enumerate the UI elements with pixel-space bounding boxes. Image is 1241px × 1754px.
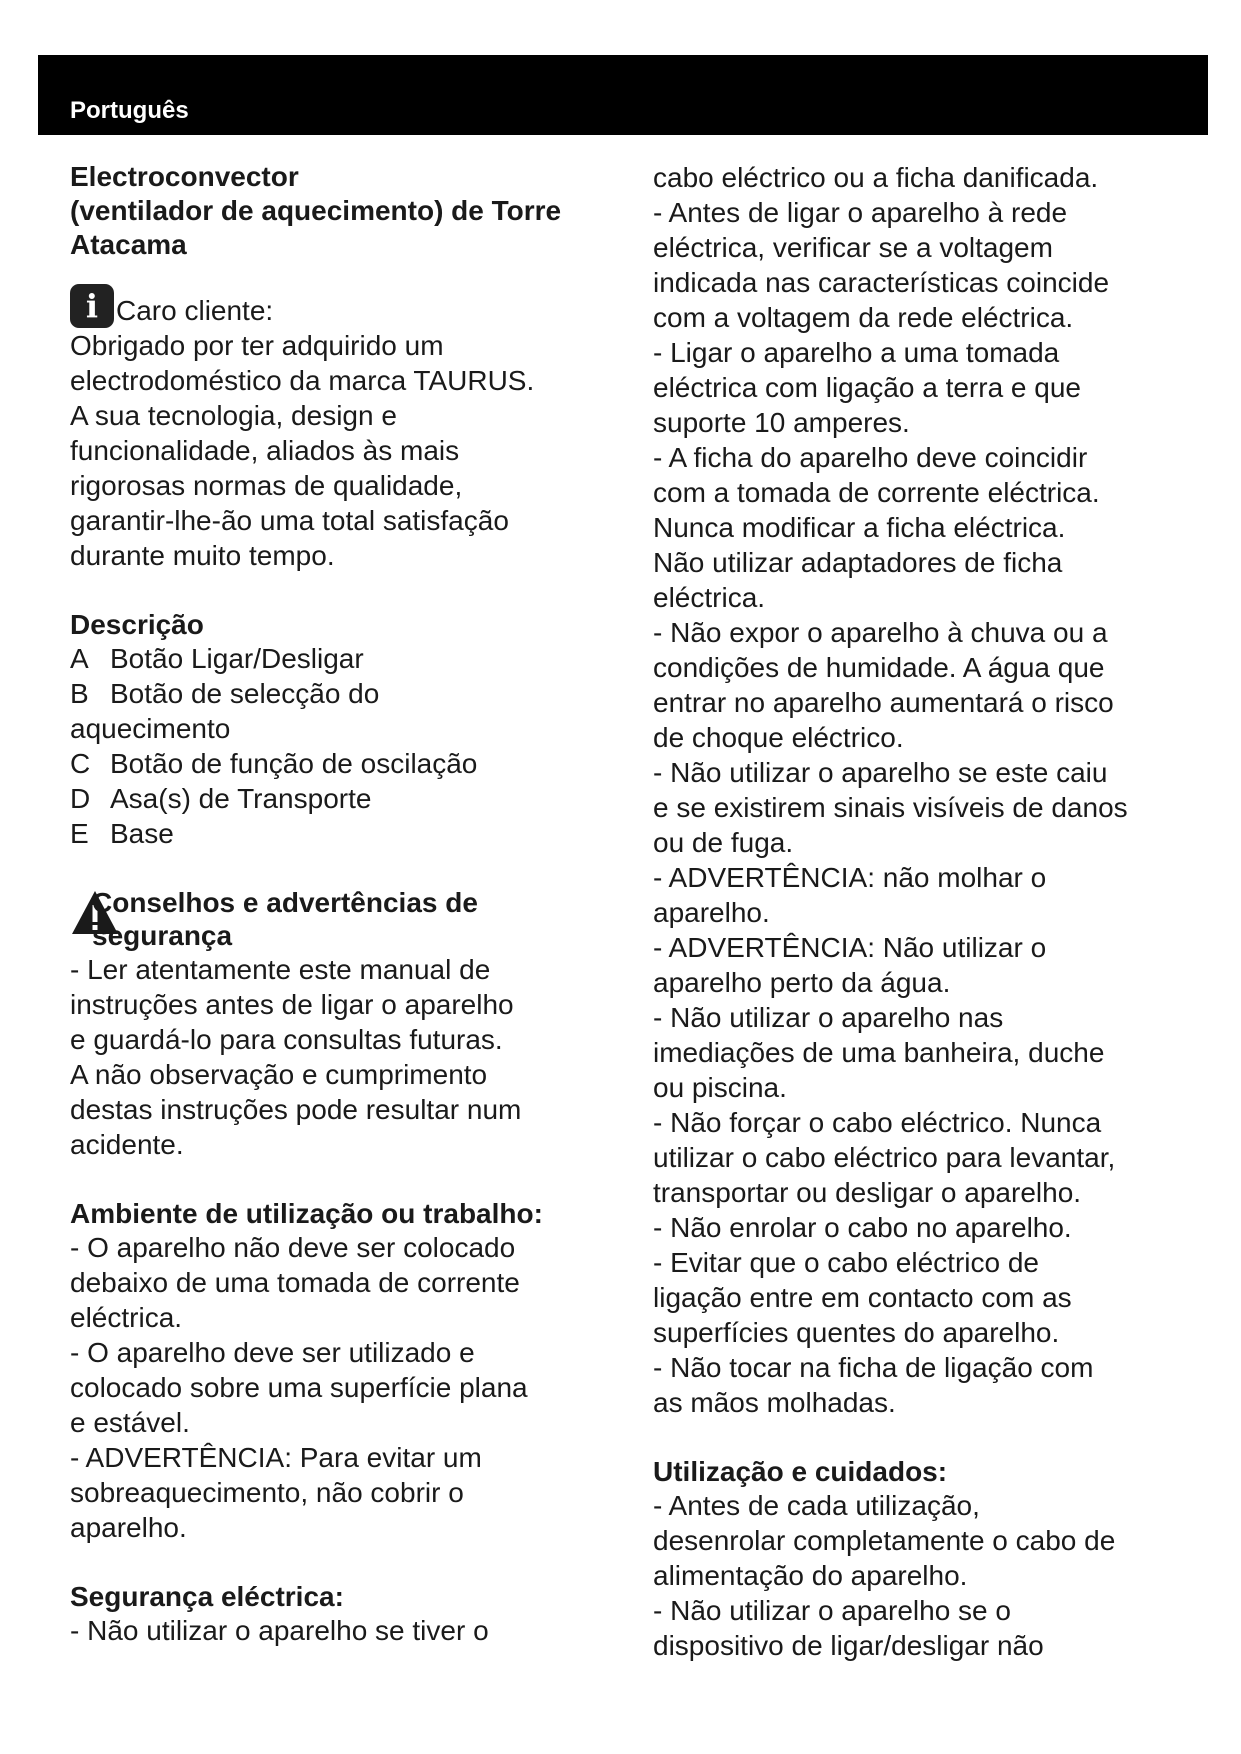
safety-line: - Ler atentamente este manual de	[70, 954, 491, 985]
intro-text	[70, 328, 605, 573]
electrical-heading: Segurança eléctrica:	[70, 1581, 344, 1612]
environment-line: sobreaquecimento, não cobrir o	[70, 1477, 464, 1508]
safety-line: e guardá-lo para consultas futuras.	[70, 1024, 503, 1055]
right-line: utilizar o cabo eléctrico para levantar,	[653, 1142, 1116, 1173]
usage-heading: Utilização e cuidados:	[653, 1456, 948, 1487]
right-line: - Não forçar o cabo eléctrico. Nunca	[653, 1107, 1102, 1138]
right-line: - Ligar o aparelho a uma tomada	[653, 337, 1060, 368]
right-line: superfícies quentes do aparelho.	[653, 1317, 1060, 1348]
description-item	[70, 781, 605, 816]
safety-line: destas instruções pode resultar num	[70, 1094, 522, 1125]
environment-line: debaixo de uma tomada de corrente	[70, 1267, 520, 1298]
right-line: eléctrica.	[653, 582, 766, 613]
safety-line: A não observação e cumprimento	[70, 1059, 488, 1090]
greeting-row	[70, 284, 605, 328]
right-line: - Não enrolar o cabo no aparelho.	[653, 1212, 1072, 1243]
intro-line: electrodoméstico da marca TAURUS.	[70, 365, 535, 396]
environment-line: - O aparelho não deve ser colocado	[70, 1232, 516, 1263]
right-line: aparelho.	[653, 897, 770, 928]
right-line: eléctrica, verificar se a voltagem	[653, 232, 1053, 263]
spacer	[70, 573, 605, 608]
intro-line: durante muito tempo.	[70, 540, 335, 571]
safety-line: instruções antes de ligar o aparelho	[70, 989, 514, 1020]
environment-line: e estável.	[70, 1407, 190, 1438]
right-line: - Não utilizar o aparelho se este caiu	[653, 757, 1108, 788]
safety-heading-line: segurança	[92, 920, 233, 951]
usage-line: - Não utilizar o aparelho se o	[653, 1595, 1011, 1626]
spacer	[70, 1545, 605, 1580]
item-letter: B	[70, 678, 89, 709]
right-line: ou de fuga.	[653, 827, 794, 858]
usage-line: desenrolar completamente o cabo de	[653, 1525, 1116, 1556]
item-letter: E	[70, 818, 89, 849]
right-line: cabo eléctrico ou a ficha danificada.	[653, 162, 1099, 193]
title-line: Electroconvector	[70, 161, 299, 192]
intro-line: garantir-lhe-ão uma total satisfação	[70, 505, 509, 536]
item-text: Base	[110, 818, 174, 849]
right-line: - Antes de ligar o aparelho à rede	[653, 197, 1068, 228]
right-line: Nunca modificar a ficha eléctrica.	[653, 512, 1066, 543]
right-line: - A ficha do aparelho deve coincidir	[653, 442, 1088, 473]
right-line: - Não tocar na ficha de ligação com	[653, 1352, 1094, 1383]
environment-heading: Ambiente de utilização ou trabalho:	[70, 1198, 543, 1229]
right-line: as mãos molhadas.	[653, 1387, 896, 1418]
header-bar	[38, 55, 1208, 135]
safety-heading-line: Conselhos e advertências de	[92, 887, 478, 918]
environment-text	[70, 1230, 605, 1545]
right-line: e se existirem sinais visíveis de danos	[653, 792, 1128, 823]
intro-line: Obrigado por ter adquirido um	[70, 330, 444, 361]
usage-line: alimentação do aparelho.	[653, 1560, 968, 1591]
safety-text	[70, 952, 605, 1162]
safety-heading-block	[70, 886, 605, 952]
environment-line: eléctrica.	[70, 1302, 183, 1333]
item-letter: A	[70, 643, 89, 674]
language-label: Português	[70, 97, 189, 124]
item-text: Botão de selecção do	[110, 678, 380, 709]
environment-line: - O aparelho deve ser utilizado e	[70, 1337, 475, 1368]
spacer	[70, 851, 605, 886]
item-text: Botão Ligar/Desligar	[110, 643, 364, 674]
description-list	[70, 641, 605, 851]
electrical-text-continued	[653, 160, 1198, 1420]
safety-heading	[92, 886, 605, 952]
intro-line: rigorosas normas de qualidade,	[70, 470, 463, 501]
environment-line: - ADVERTÊNCIA: Para evitar um	[70, 1442, 482, 1473]
electrical-line: - Não utilizar o aparelho se tiver o	[70, 1615, 489, 1646]
right-line: com a tomada de corrente eléctrica.	[653, 477, 1100, 508]
title-line: Atacama	[70, 229, 187, 260]
info-icon: i	[70, 284, 114, 328]
safety-line: acidente.	[70, 1129, 184, 1160]
right-line: - Evitar que o cabo eléctrico de	[653, 1247, 1039, 1278]
environment-line: colocado sobre uma superfície plana	[70, 1372, 528, 1403]
usage-line: dispositivo de ligar/desligar não	[653, 1630, 1044, 1661]
description-item	[70, 676, 605, 711]
right-line: - ADVERTÊNCIA: Não utilizar o	[653, 932, 1047, 963]
right-line: - Não utilizar o aparelho nas	[653, 1002, 1004, 1033]
item-text-continued: aquecimento	[70, 713, 231, 744]
spacer	[653, 1420, 1198, 1455]
right-line: ou piscina.	[653, 1072, 787, 1103]
right-line: de choque eléctrico.	[653, 722, 904, 753]
intro-line: A sua tecnologia, design e	[70, 400, 397, 431]
item-letter: C	[70, 748, 91, 779]
title-line: (ventilador de aquecimento) de Torre	[70, 195, 562, 226]
item-letter: D	[70, 783, 91, 814]
left-column	[70, 160, 605, 1648]
right-line: condições de humidade. A água que	[653, 652, 1105, 683]
item-text: Asa(s) de Transporte	[110, 783, 372, 814]
usage-line: - Antes de cada utilização,	[653, 1490, 980, 1521]
right-line: com a voltagem da rede eléctrica.	[653, 302, 1074, 333]
description-heading: Descrição	[70, 609, 204, 640]
spacer	[70, 1162, 605, 1197]
right-line: entrar no aparelho aumentará o risco	[653, 687, 1114, 718]
description-item	[70, 746, 605, 781]
intro-line: funcionalidade, aliados às mais	[70, 435, 460, 466]
right-line: aparelho perto da água.	[653, 967, 951, 998]
right-line: ligação entre em contacto com as	[653, 1282, 1072, 1313]
right-line: - Não expor o aparelho à chuva ou a	[653, 617, 1108, 648]
right-column	[653, 160, 1198, 1663]
description-item	[70, 816, 605, 851]
item-text: Botão de função de oscilação	[110, 748, 478, 779]
product-title	[70, 160, 605, 262]
right-line: Não utilizar adaptadores de ficha	[653, 547, 1063, 578]
usage-text	[653, 1488, 1198, 1663]
right-line: imediações de uma banheira, duche	[653, 1037, 1105, 1068]
electrical-text	[70, 1613, 605, 1648]
environment-line: aparelho.	[70, 1512, 187, 1543]
right-line: eléctrica com ligação a terra e que	[653, 372, 1081, 403]
right-line: - ADVERTÊNCIA: não molhar o	[653, 862, 1047, 893]
right-line: indicada nas características coincide	[653, 267, 1110, 298]
description-item	[70, 641, 605, 676]
right-line: suporte 10 amperes.	[653, 407, 910, 438]
greeting: Caro cliente:	[116, 295, 274, 326]
right-line: transportar ou desligar o aparelho.	[653, 1177, 1082, 1208]
